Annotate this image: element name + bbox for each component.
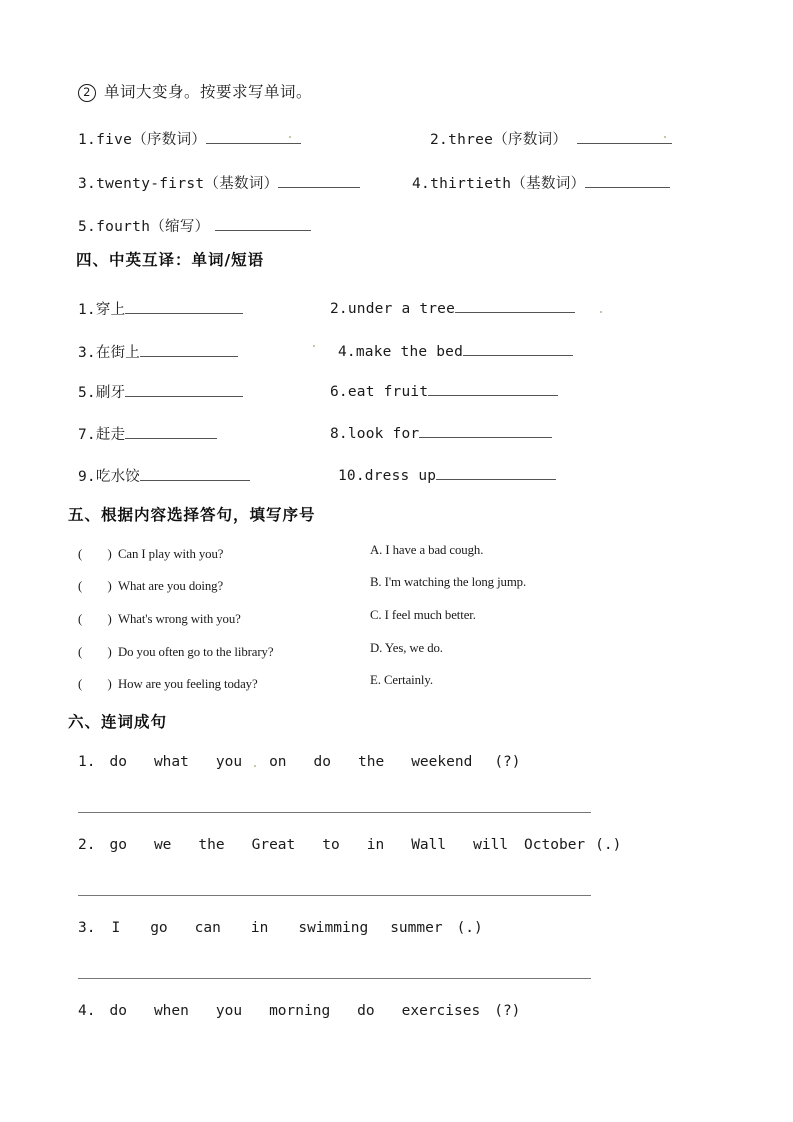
scramble-word: do (109, 754, 127, 770)
item-number: 6. (330, 383, 348, 400)
translate-item-7 (78, 423, 217, 444)
item-number: 3. (78, 345, 96, 361)
scramble-word: exercises (401, 1003, 481, 1019)
translate-item-1 (78, 298, 243, 319)
scramble-word: weekend (411, 754, 473, 770)
answer-bracket[interactable]: ( ) (78, 547, 112, 561)
item-number: 2. (78, 837, 96, 853)
item-number: 7. (78, 427, 96, 443)
item-word: fourth (96, 219, 151, 235)
item-text: 刷牙 (95, 385, 126, 401)
answer-blank[interactable] (436, 465, 556, 480)
section-scramble-header: 六、连词成句 (68, 713, 168, 731)
answer-blank[interactable] (125, 382, 243, 397)
answer-blank[interactable] (140, 342, 238, 357)
question-text: Do you often go to the library? (118, 645, 274, 659)
scramble-word: in (366, 837, 385, 853)
item-text: under a tree (347, 300, 456, 317)
item-word: three (448, 132, 494, 148)
item-text: 吃水饺 (95, 469, 140, 485)
scramble-word: summer (390, 920, 443, 936)
scramble-word: October (524, 837, 586, 853)
question-text: What's wrong with you? (118, 612, 241, 626)
answer-bracket[interactable]: ( ) (78, 645, 112, 659)
scramble-punct: (.) (456, 920, 483, 936)
scan-speck (289, 136, 291, 138)
item-word: thirtieth (430, 176, 512, 192)
item-number: 1. (78, 132, 97, 148)
answer-bracket[interactable]: ( ) (78, 612, 112, 626)
scramble-word: when (153, 1003, 189, 1019)
translate-item-3 (78, 341, 238, 362)
answer-blank[interactable] (428, 381, 558, 396)
section-word-transform-header (78, 80, 312, 102)
question-text: How are you feeling today? (118, 677, 258, 691)
scramble-answer-rule-2[interactable] (78, 895, 591, 896)
answer-blank[interactable] (206, 129, 301, 144)
item-number: 2. (330, 300, 348, 317)
scan-speck (313, 345, 315, 347)
item-number: 9. (78, 469, 96, 485)
item-word: twenty-first (96, 176, 205, 192)
scramble-item-1 (78, 754, 521, 770)
answer-text: Certainly. (383, 673, 433, 687)
scramble-punct: (?) (494, 754, 521, 770)
scramble-word: can (194, 920, 221, 936)
scramble-word: we (153, 837, 172, 853)
word-transform-item-4 (412, 172, 670, 193)
scramble-word: Great (251, 837, 296, 853)
item-text: 穿上 (95, 302, 126, 318)
answer-label: E. (370, 673, 381, 687)
item-number: 3. (78, 920, 96, 936)
section-translate-header: 四、中英互译：单词/短语 (76, 251, 265, 269)
answer-blank[interactable] (215, 216, 311, 231)
translate-item-5 (78, 381, 243, 402)
scramble-word: to (322, 837, 340, 853)
matching-question-4[interactable] (78, 641, 273, 660)
scramble-word: do (313, 754, 331, 770)
scramble-punct: (?) (494, 1003, 521, 1019)
section-matching-header: 五、根据内容选择答句，填写序号 (68, 506, 316, 524)
item-number: 1. (78, 754, 96, 770)
scramble-word: on (269, 754, 287, 770)
matching-question-5[interactable] (78, 673, 258, 692)
scan-speck (664, 136, 666, 138)
answer-blank[interactable] (419, 423, 552, 438)
scramble-word: will (473, 837, 509, 853)
item-number: 4. (78, 1003, 96, 1019)
translate-item-4 (338, 341, 573, 361)
scramble-word: in (250, 920, 269, 936)
scramble-word: do (109, 1003, 127, 1019)
scramble-word: you (215, 754, 243, 770)
scramble-item-4 (78, 1003, 520, 1019)
item-text: dress up (364, 467, 437, 484)
item-hint: （基数词） (204, 176, 279, 192)
matching-answer-c (370, 608, 476, 623)
answer-blank[interactable] (455, 298, 575, 313)
matching-question-1[interactable] (78, 543, 223, 562)
question-text: What are you doing? (118, 579, 224, 593)
section-word-transform-title: 单词大变身。按要求写单词。 (104, 83, 313, 101)
item-text: make the bed (355, 343, 464, 360)
translate-item-2 (330, 298, 575, 318)
scramble-word: do (357, 1003, 375, 1019)
answer-blank[interactable] (140, 466, 250, 481)
answer-blank[interactable] (125, 299, 243, 314)
item-text: 赶走 (95, 427, 126, 443)
answer-blank[interactable] (585, 173, 670, 188)
answer-blank[interactable] (463, 341, 573, 356)
item-number: 4. (338, 343, 356, 360)
matching-answer-d (370, 641, 443, 656)
scramble-word: you (215, 1003, 243, 1019)
scan-speck (600, 311, 602, 313)
scramble-answer-rule-1[interactable] (78, 812, 591, 813)
answer-blank[interactable] (278, 173, 360, 188)
matching-answer-b (370, 575, 526, 590)
scramble-punct: (.) (595, 837, 622, 853)
scramble-word: what (153, 754, 189, 770)
scramble-word: I (111, 920, 121, 936)
scramble-word: swimming (298, 920, 369, 936)
item-text: look for (347, 425, 420, 442)
item-number: 5. (78, 219, 97, 235)
answer-label: C. (370, 608, 382, 622)
question-text: Can I play with you? (118, 547, 224, 561)
scramble-answer-rule-3[interactable] (78, 978, 591, 979)
scramble-item-2 (78, 837, 621, 853)
answer-text: I'm watching the long jump. (384, 575, 527, 589)
item-word: five (96, 132, 133, 148)
item-text: 在街上 (95, 345, 140, 361)
scramble-word: morning (269, 1003, 331, 1019)
scramble-word: go (109, 837, 127, 853)
scramble-word: the (198, 837, 225, 853)
section-marker-circle: 2 (78, 84, 96, 102)
item-hint: （序数词） (493, 132, 568, 148)
answer-label: D. (370, 641, 383, 655)
item-number: 3. (78, 176, 97, 192)
translate-item-10 (338, 465, 556, 485)
item-hint: （基数词） (511, 176, 586, 192)
item-number: 4. (412, 176, 431, 192)
answer-text: I feel much better. (384, 608, 476, 622)
item-hint: （缩写） (150, 219, 210, 235)
translate-item-9 (78, 465, 250, 486)
answer-label: A. (370, 543, 383, 557)
matching-question-3[interactable] (78, 608, 241, 627)
translate-item-6 (330, 381, 558, 401)
item-number: 10. (338, 467, 365, 484)
item-number: 1. (78, 302, 96, 318)
answer-label: B. (370, 575, 382, 589)
answer-text: I have a bad cough. (385, 543, 484, 557)
scramble-word: the (358, 754, 385, 770)
item-number: 8. (330, 425, 348, 442)
item-number: 2. (430, 132, 449, 148)
word-transform-item-2 (430, 128, 672, 149)
word-transform-item-3 (78, 172, 360, 193)
answer-text: Yes, we do. (384, 641, 443, 655)
item-text: eat fruit (347, 383, 429, 400)
answer-blank[interactable] (125, 424, 217, 439)
scramble-item-3 (78, 920, 483, 936)
answer-blank[interactable] (577, 129, 672, 144)
scan-speck (254, 765, 256, 767)
item-hint: （序数词） (132, 132, 207, 148)
scramble-word: go (150, 920, 168, 936)
word-transform-item-1 (78, 128, 301, 149)
answer-bracket[interactable]: ( ) (78, 677, 112, 691)
scramble-word: Wall (411, 837, 447, 853)
matching-answer-e (370, 673, 433, 688)
translate-item-8 (330, 423, 552, 443)
matching-question-2[interactable] (78, 575, 223, 594)
matching-answer-a (370, 543, 483, 558)
word-transform-item-5 (78, 215, 311, 236)
answer-bracket[interactable]: ( ) (78, 579, 112, 593)
item-number: 5. (78, 385, 96, 401)
